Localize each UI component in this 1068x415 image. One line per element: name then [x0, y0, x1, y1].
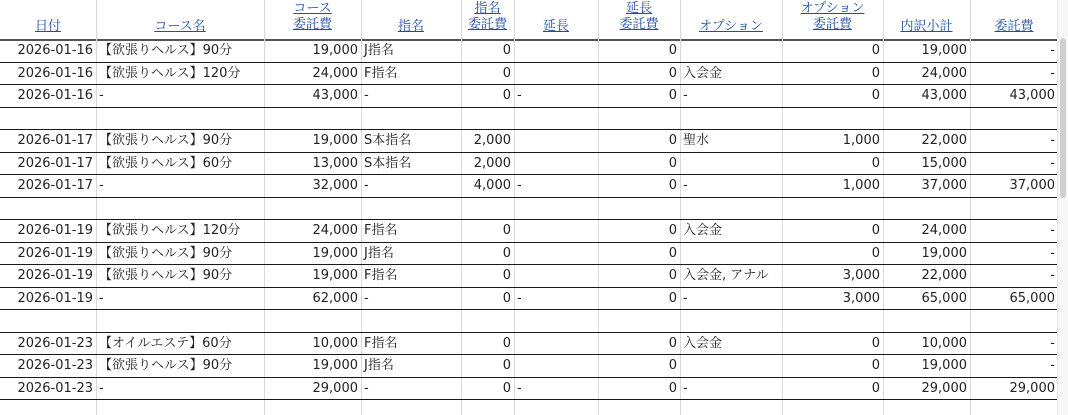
row-option-cell[interactable]: 聖水 [683, 133, 710, 148]
header-option_fee-line2: 委託費 [812, 17, 852, 32]
header-fee[interactable] [970, 0, 1058, 40]
total-option-cell[interactable]: - [683, 380, 688, 396]
row-nomination_fee-cell[interactable]: 2,000 [473, 133, 511, 148]
total-option-cell[interactable]: - [683, 290, 688, 306]
row-course_fee-cell[interactable]: 10,000 [312, 335, 358, 351]
total-extension_fee-cell[interactable]: 0 [668, 88, 677, 103]
row-nomination-cell[interactable]: F指名 [364, 268, 398, 283]
header-subtotal[interactable] [883, 0, 970, 40]
total-extension-cell[interactable]: - [517, 290, 522, 306]
row-subtotal-cell[interactable]: 10,000 [921, 335, 967, 351]
row-course-cell[interactable]: 【欲張りヘルス】90分 [99, 245, 233, 261]
header-extension_fee-line2: 委託費 [619, 17, 659, 32]
total-option-cell[interactable]: - [683, 178, 688, 193]
row-extension_fee-cell[interactable]: 0 [668, 223, 677, 238]
row-extension-cell[interactable] [514, 220, 598, 243]
total-nomination-cell[interactable]: - [364, 290, 369, 306]
row-option_fee-cell[interactable]: 0 [871, 65, 880, 81]
total-fee-cell[interactable]: 37,000 [1009, 178, 1055, 193]
total-nomination_fee-cell[interactable]: 4,000 [473, 178, 511, 193]
total-date-cell[interactable]: 2026-01-23 [17, 380, 93, 396]
row-option-cell[interactable] [680, 40, 782, 63]
row-extension_fee-cell[interactable]: 0 [668, 358, 677, 373]
row-course_fee-cell[interactable]: 19,000 [312, 268, 358, 283]
header-course_fee-line1: コース [293, 1, 332, 16]
row-option-cell[interactable]: 入会金 [683, 335, 723, 351]
row-subtotal-cell[interactable]: 24,000 [921, 65, 967, 81]
header-extension-line1: 延長 [542, 19, 569, 34]
total-course_fee-cell[interactable]: 43,000 [312, 88, 358, 103]
row-course_fee-cell[interactable]: 13,000 [312, 155, 358, 171]
row-border [0, 309, 1058, 310]
row-extension-cell[interactable] [514, 333, 598, 356]
row-extension-cell[interactable] [514, 243, 598, 266]
total-option_fee-cell[interactable]: 1,000 [842, 178, 880, 193]
row-option_fee-cell[interactable]: 0 [871, 335, 880, 351]
row-option_fee-cell[interactable]: 0 [871, 155, 880, 171]
total-subtotal-cell[interactable]: 43,000 [921, 88, 967, 103]
row-extension_fee-cell[interactable]: 0 [668, 268, 677, 283]
row-extension-cell[interactable] [514, 355, 598, 378]
scrollbar-thumb[interactable] [1060, 38, 1066, 198]
row-course-cell[interactable]: 【オイルエステ】60分 [99, 335, 232, 351]
row-extension-cell[interactable] [514, 40, 598, 63]
row-nomination-cell[interactable]: J指名 [364, 245, 394, 261]
row-extension_fee-cell[interactable]: 0 [668, 245, 677, 261]
row-date-cell[interactable]: 2026-01-17 [17, 133, 93, 148]
total-course_fee-cell[interactable]: 62,000 [312, 290, 358, 306]
total-option_fee-cell[interactable]: 3,000 [842, 290, 880, 306]
row-fee-cell[interactable]: - [1050, 43, 1055, 58]
row-option_fee-cell[interactable]: 0 [871, 223, 880, 238]
header-nomination_fee[interactable] [461, 0, 514, 40]
total-nomination-cell[interactable]: - [364, 380, 369, 396]
header-date-line1: 日付 [34, 19, 61, 34]
header-course_fee[interactable] [264, 0, 361, 40]
row-nomination_fee-cell[interactable]: 0 [502, 43, 511, 58]
row-date-cell[interactable]: 2026-01-16 [17, 65, 93, 81]
row-date-cell[interactable]: 2026-01-23 [17, 335, 93, 351]
total-course-cell[interactable]: - [99, 178, 104, 193]
total-nomination_fee-cell[interactable]: 0 [502, 88, 511, 103]
row-option_fee-cell[interactable]: 0 [871, 245, 880, 261]
header-date[interactable] [0, 0, 96, 40]
row-subtotal-cell[interactable]: 22,000 [921, 133, 967, 148]
row-date-cell[interactable]: 2026-01-19 [17, 223, 93, 238]
total-extension_fee-cell[interactable]: 0 [668, 290, 677, 306]
row-course-cell[interactable]: 【欲張りヘルス】90分 [99, 358, 233, 373]
row-option_fee-cell[interactable]: 0 [871, 43, 880, 58]
header-course_fee-line2: 委託費 [292, 17, 332, 32]
row-nomination-cell[interactable]: J指名 [364, 358, 394, 373]
row-subtotal-cell[interactable]: 19,000 [921, 43, 967, 58]
row-fee-cell[interactable]: - [1050, 358, 1055, 373]
total-date-cell[interactable]: 2026-01-17 [17, 178, 93, 193]
row-extension_fee-cell[interactable]: 0 [668, 43, 677, 58]
vertical-scrollbar[interactable] [1057, 0, 1068, 415]
header-course[interactable] [96, 0, 264, 40]
total-extension_fee-cell[interactable]: 0 [668, 178, 677, 193]
row-date-cell[interactable]: 2026-01-19 [17, 268, 93, 283]
total-fee-cell[interactable]: 43,000 [1009, 88, 1055, 103]
row-course-cell[interactable]: 【欲張りヘルス】120分 [99, 223, 241, 238]
total-extension-cell[interactable]: - [517, 178, 522, 193]
row-extension_fee-cell[interactable]: 0 [668, 335, 677, 351]
header-fee-line1: 委託費 [994, 19, 1034, 34]
row-option-cell[interactable]: 入会金, アナル [683, 268, 769, 283]
header-option_fee-line1: オプション [800, 1, 865, 16]
total-extension-cell[interactable]: - [517, 380, 522, 396]
row-nomination-cell[interactable]: F指名 [364, 223, 398, 238]
total-course_fee-cell[interactable]: 32,000 [312, 178, 358, 193]
row-option-cell[interactable] [680, 243, 782, 266]
row-fee-cell[interactable]: - [1050, 65, 1055, 81]
row-fee-cell[interactable]: - [1050, 245, 1055, 261]
row-nomination-cell[interactable]: S本指名 [364, 155, 412, 171]
row-nomination_fee-cell[interactable]: 0 [502, 358, 511, 373]
row-date-cell[interactable]: 2026-01-23 [17, 358, 93, 373]
row-fee-cell[interactable]: - [1050, 223, 1055, 238]
row-date-cell[interactable]: 2026-01-17 [17, 155, 93, 171]
total-option_fee-cell[interactable]: 0 [871, 88, 880, 103]
row-course-cell[interactable]: 【欲張りヘルス】90分 [99, 133, 233, 148]
total-nomination-cell[interactable]: - [364, 178, 369, 193]
row-date-cell[interactable]: 2026-01-19 [17, 245, 93, 261]
total-nomination-cell[interactable]: - [364, 88, 369, 103]
total-course-cell[interactable]: - [99, 380, 104, 396]
total-extension-cell[interactable]: - [517, 88, 522, 103]
header-nomination_fee-line1: 指名 [474, 1, 501, 16]
total-course-cell[interactable]: - [99, 88, 104, 103]
row-fee-cell[interactable]: - [1050, 155, 1055, 171]
row-course_fee-cell[interactable]: 24,000 [312, 223, 358, 238]
row-subtotal-cell[interactable]: 19,000 [921, 245, 967, 261]
total-extension_fee-cell[interactable]: 0 [668, 380, 677, 396]
row-extension-cell[interactable] [514, 153, 598, 176]
row-nomination_fee-cell[interactable]: 0 [502, 223, 511, 238]
row-option-cell[interactable] [680, 153, 782, 176]
row-option_fee-cell[interactable]: 3,000 [842, 268, 880, 283]
row-fee-cell[interactable]: - [1050, 268, 1055, 283]
row-date-cell[interactable]: 2026-01-16 [17, 43, 93, 58]
row-option-cell[interactable]: 入会金 [683, 223, 723, 238]
row-subtotal-cell[interactable]: 19,000 [921, 358, 967, 373]
row-course_fee-cell[interactable]: 19,000 [312, 358, 358, 373]
header-course-line1: コース名 [154, 19, 206, 34]
total-fee-cell[interactable]: 29,000 [1009, 380, 1055, 396]
total-option_fee-cell[interactable]: 0 [871, 380, 880, 396]
header-nomination_fee-line2: 委託費 [467, 17, 507, 32]
row-course_fee-cell[interactable]: 19,000 [312, 43, 358, 58]
row-nomination_fee-cell[interactable]: 0 [502, 268, 511, 283]
total-subtotal-cell[interactable]: 37,000 [921, 178, 967, 193]
row-extension_fee-cell[interactable]: 0 [668, 65, 677, 81]
header-subtotal-line1: 内訳小計 [900, 19, 953, 34]
total-date-cell[interactable]: 2026-01-16 [17, 88, 93, 103]
header-option[interactable] [680, 0, 782, 40]
total-course_fee-cell[interactable]: 29,000 [312, 380, 358, 396]
row-fee-cell[interactable]: - [1050, 133, 1055, 148]
row-border [0, 107, 1058, 108]
row-extension-cell[interactable] [514, 265, 598, 288]
row-option-cell[interactable] [680, 355, 782, 378]
row-nomination_fee-cell[interactable]: 0 [502, 335, 511, 351]
row-course-cell[interactable]: 【欲張りヘルス】120分 [99, 65, 241, 81]
row-fee-cell[interactable]: - [1050, 335, 1055, 351]
total-nomination_fee-cell[interactable]: 0 [502, 290, 511, 306]
total-nomination_fee-cell[interactable]: 0 [502, 380, 511, 396]
total-option-cell[interactable]: - [683, 88, 688, 103]
header-option-line1: オプション [699, 19, 763, 34]
row-extension-cell[interactable] [514, 130, 598, 153]
header-extension_fee[interactable] [598, 0, 680, 40]
row-course_fee-cell[interactable]: 24,000 [312, 65, 358, 81]
row-option_fee-cell[interactable]: 1,000 [842, 133, 880, 148]
row-nomination_fee-cell[interactable]: 2,000 [473, 155, 511, 171]
row-nomination-cell[interactable]: J指名 [364, 43, 394, 58]
row-extension-cell[interactable] [514, 63, 598, 86]
total-subtotal-cell[interactable]: 29,000 [921, 380, 967, 396]
total-subtotal-cell[interactable]: 65,000 [921, 290, 967, 306]
row-option_fee-cell[interactable]: 0 [871, 358, 880, 373]
row-subtotal-cell[interactable]: 24,000 [921, 223, 967, 238]
header-nomination[interactable] [361, 0, 461, 40]
row-nomination-cell[interactable]: S本指名 [364, 133, 412, 148]
row-extension_fee-cell[interactable]: 0 [668, 155, 677, 171]
row-nomination_fee-cell[interactable]: 0 [502, 65, 511, 81]
row-course_fee-cell[interactable]: 19,000 [312, 245, 358, 261]
row-subtotal-cell[interactable]: 15,000 [921, 155, 967, 171]
row-subtotal-cell[interactable]: 22,000 [921, 268, 967, 283]
row-nomination_fee-cell[interactable]: 0 [502, 245, 511, 261]
row-course_fee-cell[interactable]: 19,000 [312, 133, 358, 148]
header-extension_fee-line1: 延長 [625, 1, 652, 16]
row-nomination-cell[interactable]: F指名 [364, 65, 398, 81]
row-option-cell[interactable]: 入会金 [683, 65, 723, 81]
total-course-cell[interactable]: - [99, 290, 104, 306]
row-course-cell[interactable]: 【欲張りヘルス】60分 [99, 155, 233, 171]
row-course-cell[interactable]: 【欲張りヘルス】90分 [99, 268, 233, 283]
row-nomination-cell[interactable]: F指名 [364, 335, 398, 351]
row-extension_fee-cell[interactable]: 0 [668, 133, 677, 148]
header-option_fee[interactable] [782, 0, 883, 40]
row-course-cell[interactable]: 【欲張りヘルス】90分 [99, 43, 233, 58]
total-date-cell[interactable]: 2026-01-19 [17, 290, 93, 306]
total-fee-cell[interactable]: 65,000 [1009, 290, 1055, 306]
header-extension[interactable] [514, 0, 598, 40]
row-border [0, 399, 1058, 400]
header-nomination-line1: 指名 [397, 19, 424, 34]
row-border [0, 197, 1058, 198]
